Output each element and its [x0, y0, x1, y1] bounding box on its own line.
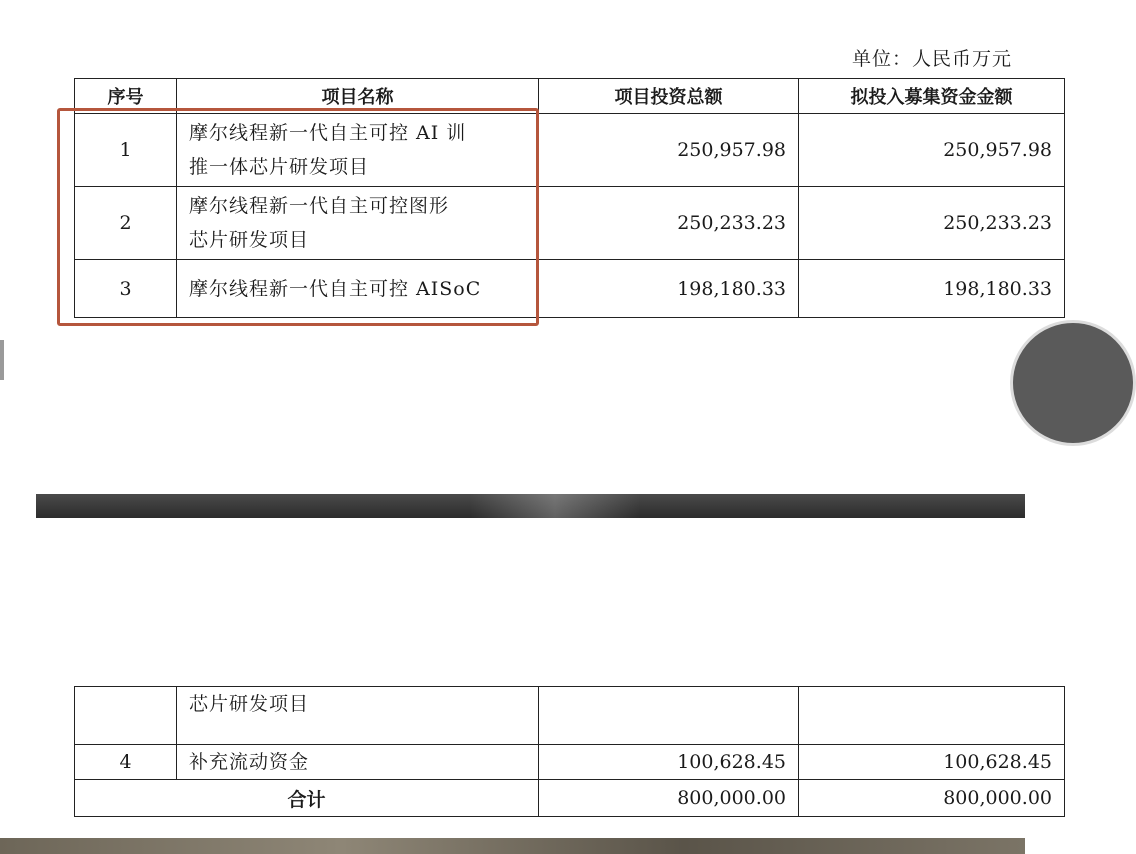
row-name-line: 摩尔线程新一代自主可控 AI 训	[189, 122, 467, 144]
floating-round-button[interactable]	[1010, 320, 1136, 446]
header-total: 项目投资总额	[539, 79, 799, 114]
row-total	[539, 687, 799, 745]
header-name: 项目名称	[177, 79, 539, 114]
summary-label: 合计	[75, 780, 539, 817]
table-row	[75, 187, 1065, 260]
summary-raised: 800,000.00	[799, 780, 1065, 817]
row-raised	[799, 687, 1065, 745]
row-index: 1	[75, 114, 177, 187]
row-name	[177, 114, 539, 187]
project-table-bottom	[74, 686, 1065, 817]
header-raised: 拟投入募集资金金额	[799, 79, 1065, 114]
row-raised: 250,233.23	[799, 187, 1065, 260]
divider-glare	[470, 494, 640, 518]
bottom-background-strip	[0, 838, 1025, 854]
row-name-line: 摩尔线程新一代自主可控图形	[189, 195, 450, 217]
row-total: 198,180.33	[539, 260, 799, 318]
row-name: 芯片研发项目	[177, 687, 539, 745]
table-row	[75, 114, 1065, 187]
project-table-top	[74, 78, 1065, 318]
header-index: 序号	[75, 79, 177, 114]
row-name: 摩尔线程新一代自主可控 AISoC	[177, 260, 539, 318]
row-name-line: 推一体芯片研发项目	[189, 156, 370, 178]
row-total: 250,233.23	[539, 187, 799, 260]
table-row	[75, 745, 1065, 780]
row-index: 4	[75, 745, 177, 780]
row-total: 100,628.45	[539, 745, 799, 780]
row-index	[75, 687, 177, 745]
summary-total: 800,000.00	[539, 780, 799, 817]
row-raised: 100,628.45	[799, 745, 1065, 780]
unit-label: 单位：人民币万元	[852, 48, 1013, 70]
row-total: 250,957.98	[539, 114, 799, 187]
row-index: 2	[75, 187, 177, 260]
row-raised: 250,957.98	[799, 114, 1065, 187]
table-row	[75, 260, 1065, 318]
table-row	[75, 687, 1065, 745]
table-header-row	[75, 79, 1065, 114]
row-name-line: 芯片研发项目	[189, 229, 310, 251]
row-name: 补充流动资金	[177, 745, 539, 780]
left-edge-mark	[0, 340, 4, 380]
row-index: 3	[75, 260, 177, 318]
row-raised: 198,180.33	[799, 260, 1065, 318]
row-name	[177, 187, 539, 260]
summary-row	[75, 780, 1065, 817]
